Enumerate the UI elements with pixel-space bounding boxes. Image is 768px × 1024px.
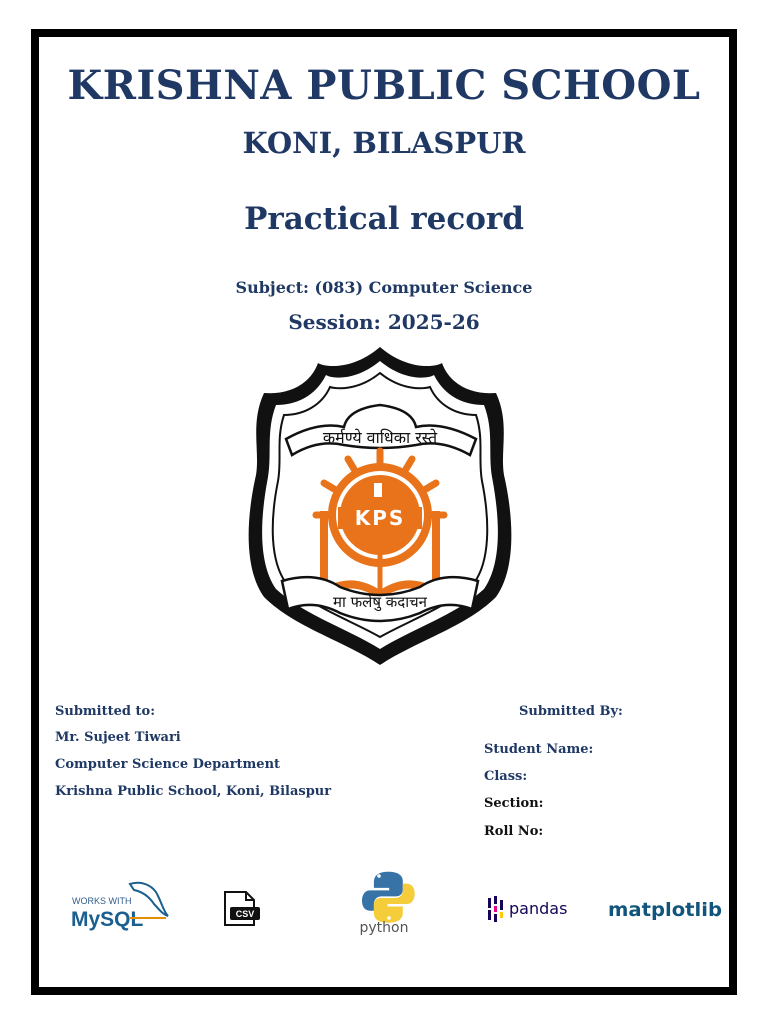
teacher-name: Mr. Sujeet Tiwari xyxy=(55,730,181,745)
school-name: KRISHNA PUBLIC SCHOOL xyxy=(67,62,701,109)
csv-file-icon xyxy=(222,890,262,928)
roll-no-label: Roll No: xyxy=(484,824,544,839)
python-logo xyxy=(352,870,422,938)
student-name-label: Student Name: xyxy=(484,742,594,757)
page-title: Practical record xyxy=(244,201,524,237)
mysql-logo xyxy=(68,878,170,932)
mysql-works-with-text: WORKS WITH xyxy=(72,896,132,906)
submitted-by-heading: Submitted By: xyxy=(519,704,623,719)
section-label: Section: xyxy=(484,796,544,811)
school-crest-logo xyxy=(240,343,520,667)
school-location: KONI, BILASPUR xyxy=(242,126,526,160)
pandas-wordmark: pandas xyxy=(509,899,568,918)
crest-motto-bottom: मा फलेषु कदाचन xyxy=(332,593,428,611)
school-address: Krishna Public School, Koni, Bilaspur xyxy=(55,784,332,799)
matplotlib-logo xyxy=(606,894,726,926)
submitted-to-heading: Submitted to: xyxy=(55,704,155,719)
crest-motto-top: कर्मण्ये वाधिका रस्ते xyxy=(322,428,438,447)
session-line: Session: 2025-26 xyxy=(288,310,480,334)
class-label: Class: xyxy=(484,769,528,784)
mysql-brand-text: MySQL xyxy=(71,908,144,931)
pandas-logo xyxy=(486,894,582,924)
department-name: Computer Science Department xyxy=(55,757,281,772)
subject-line: Subject: (083) Computer Science xyxy=(235,278,533,297)
python-wordmark: python xyxy=(359,920,409,936)
csv-label: CSV xyxy=(235,909,255,919)
crest-initials: KPS xyxy=(354,506,406,530)
matplotlib-wordmark: matplotlib xyxy=(608,899,722,921)
